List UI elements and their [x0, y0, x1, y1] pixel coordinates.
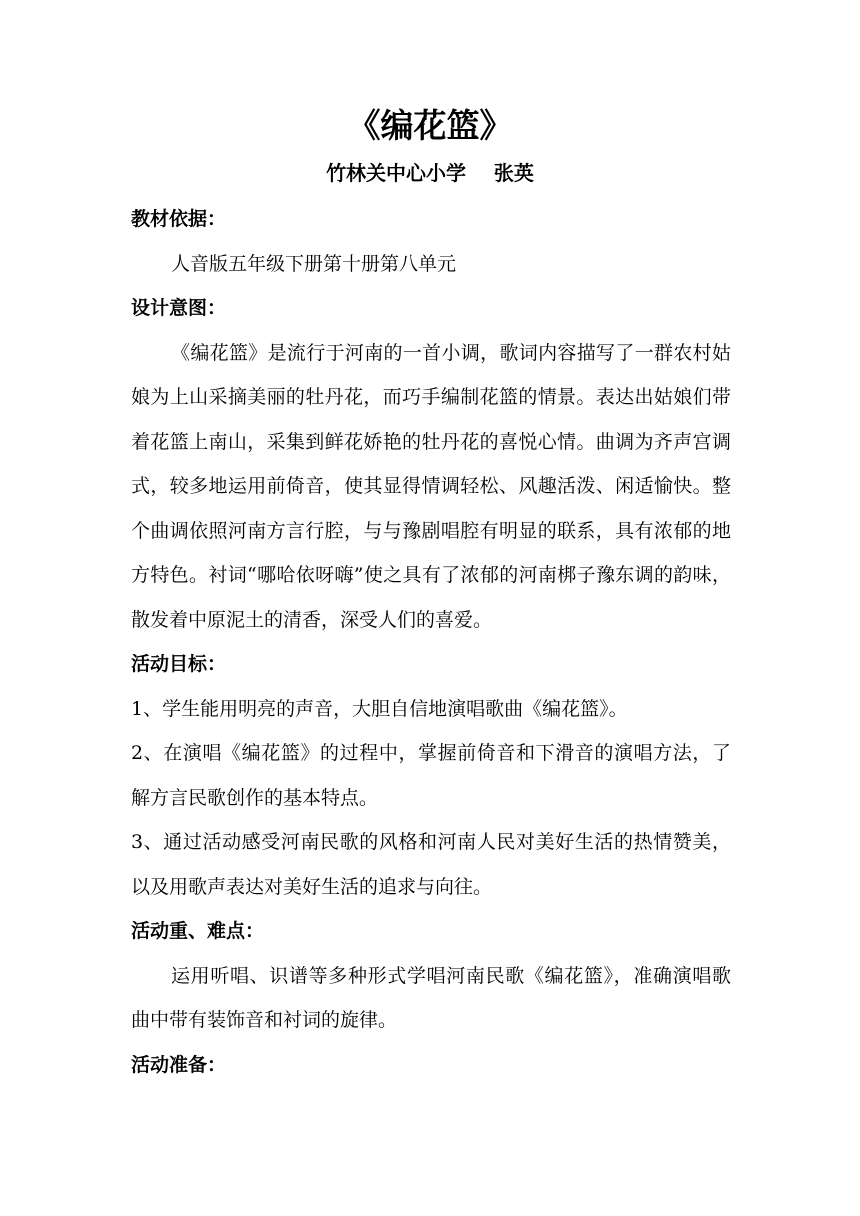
- goal-item-3: 3、通过活动感受河南民歌的风格和河南人民对美好生活的热情赞美，以及用歌声表达对美好生活的追求与向往。: [131, 831, 731, 898]
- section-heading-keypoints: 活动重、难点：: [131, 920, 265, 942]
- section-text-intent: 《编花篮》是流行于河南的一首小调，歌词内容描写了一群农村姑娘为上山采摘美丽的牡丹花，而巧手编制花篮的情景。表达出姑娘们带着花篮上南山，采集到鲜花娇艳的牡丹花的喜悦心情。曲调为齐声宫调式，较多地运用前倚音，使其显得情调轻松、风趣活泼、闲适愉快。整个曲调依照河南方言行腔，与与豫剧唱腔有明显的联系，具有浓郁的地方特色。衬词“哪哈依呀嗨”使之具有了浓郁的河南梆子豫东调的韵味，散发着中原泥土的清香，深受人们的喜爱。: [131, 341, 731, 631]
- document-author: 竹林关中心小学 张英: [326, 161, 534, 185]
- goal-item-1: 1、学生能用明亮的声音，大胆自信地演唱歌曲《编花篮》。: [131, 697, 628, 720]
- document-body: [131, 197, 731, 1087]
- goal-item-2: 2、在演唱《编花篮》的过程中，掌握前倚音和下滑音的演唱方法，了解方言民歌创作的基本特点。: [131, 742, 731, 809]
- document-title: 《编花篮》: [347, 106, 513, 145]
- section-heading-intent: 设计意图：: [131, 297, 227, 319]
- section-text-keypoints: 运用听唱、识谱等多种形式学唱河南民歌《编花篮》，准确演唱歌曲中带有装饰音和衬词的旋律。: [131, 964, 731, 1031]
- section-heading-basis: 教材依据：: [131, 208, 227, 230]
- section-text-basis: 人音版五年级下册第十册第八单元: [171, 252, 457, 275]
- section-heading-preparation: 活动准备：: [131, 1053, 227, 1076]
- section-heading-goals: 活动目标：: [131, 653, 227, 675]
